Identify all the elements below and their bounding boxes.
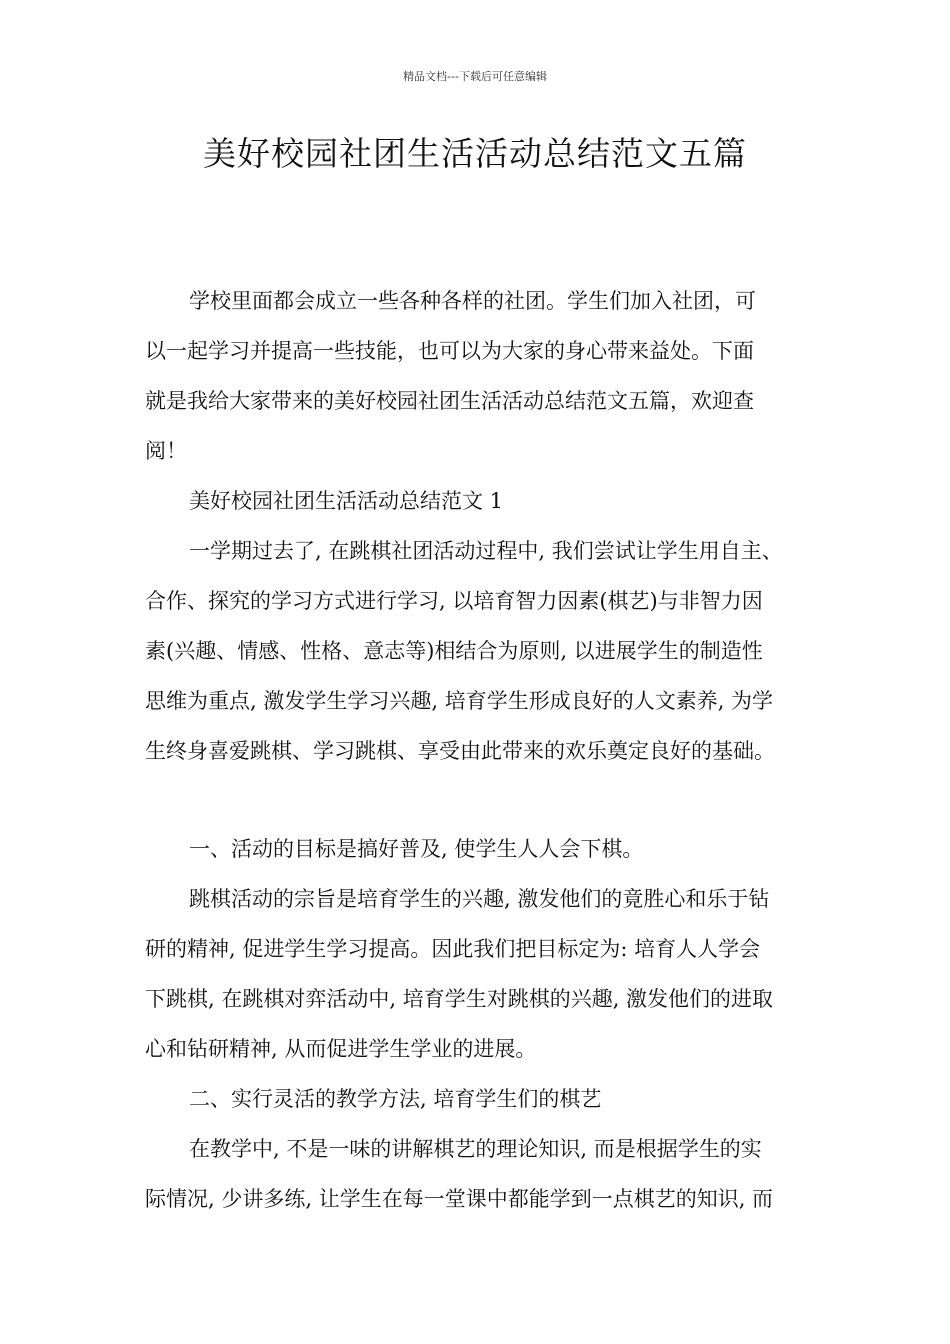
paragraph-line: 生终身喜爱跳棋、学习跳棋、享受由此带来的欢乐奠定良好的基础。 [145, 739, 775, 763]
paragraph-line: 一学期过去了, 在跳棋社团活动过程中, 我们尝试让学生用自主、 [189, 539, 783, 563]
subheading-one [145, 824, 835, 874]
intro-line: 学校里面都会成立一些各种各样的社团。学生们加入社团，可 [189, 289, 756, 313]
paragraph-line: 素(兴趣、情感、性格、意志等)相结合为原则, 以进展学生的制造性 [145, 639, 763, 663]
paragraph-line: 际情况, 少讲多练, 让学生在每一堂课中都能学到一点棋艺的知识, 而 [145, 1187, 774, 1211]
paragraph-line: 在教学中, 不是一味的讲解棋艺的理论知识, 而是根据学生的实 [189, 1137, 762, 1161]
paragraph-line: 心和钻研精神, 从而促进学生学业的进展。 [145, 1037, 537, 1061]
intro-paragraph [145, 276, 835, 476]
intro-line: 以一起学习并提高一些技能，也可以为大家的身心带来益处。下面 [145, 339, 754, 363]
paragraph-line: 跳棋活动的宗旨是培育学生的兴趣, 激发他们的竟胜心和乐于钻 [189, 887, 770, 911]
subheading-text: 一、活动的目标是搞好普及, 使学生人人会下棋。 [189, 837, 644, 861]
subheading-text: 二、实行灵活的教学方法, 培育学生们的棋艺 [189, 1087, 602, 1111]
paragraph-1 [145, 526, 835, 776]
paragraph-line: 下跳棋, 在跳棋对弈活动中, 培育学生对跳棋的兴趣, 激发他们的进取 [145, 987, 774, 1011]
section-heading-text: 美好校园社团生活活动总结范文 1 [189, 489, 504, 513]
subheading-two [145, 1074, 835, 1124]
document-title: 美好校园社团生活活动总结范文五篇 [203, 134, 747, 173]
intro-line: 就是我给大家带来的美好校园社团生活活动总结范文五篇，欢迎查 [145, 389, 754, 413]
paragraph-line: 研的精神, 促进学生学习提高。因此我们把目标定为: 培育人人学会 [145, 937, 761, 961]
header-note: 精品文档---下载后可任意编辑 [403, 70, 547, 83]
section-heading [145, 476, 835, 526]
paragraph-line: 思维为重点, 激发学生学习兴趣, 培育学生形成良好的人文素养, 为学 [145, 689, 774, 713]
paragraph-line: 合作、探究的学习方式进行学习, 以培育智力因素(棋艺)与非智力因 [145, 589, 763, 613]
paragraph-2 [145, 874, 835, 1074]
intro-line: 阅！ [145, 439, 187, 463]
paragraph-3 [145, 1124, 835, 1224]
